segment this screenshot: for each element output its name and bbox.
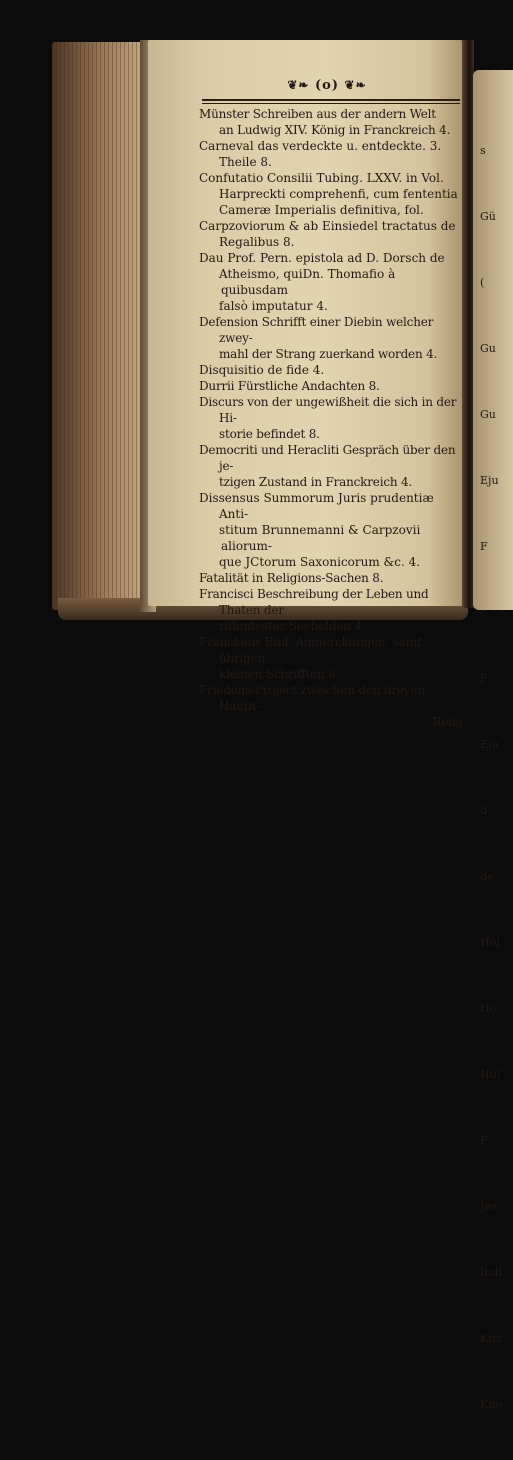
fragment: F — [480, 1134, 488, 1147]
entry-line: Disquisitio de fide 4. — [199, 363, 325, 377]
fragment: Ho — [480, 1002, 497, 1015]
catalog-entries — [199, 106, 463, 730]
fragment: ( — [480, 276, 485, 289]
entry-line: falsò imputatur 4. — [219, 299, 328, 313]
fragment: Gu — [480, 342, 496, 355]
catalog-entry — [199, 682, 463, 730]
entry-line: Fatalität in Religions-Sachen 8. — [199, 571, 384, 585]
catalog-entry — [199, 362, 463, 378]
entry-line: tzigen Zustand in Franckreich 4. — [219, 475, 413, 489]
entry-line: Regalibus 8. — [219, 235, 295, 249]
fragment: d — [480, 804, 488, 817]
entry-line: Francisci Beschreibung der Leben und Thaten der — [199, 587, 429, 617]
entry-line: an Ludwig XIV. König in Franckreich 4. — [219, 123, 451, 137]
catalog-entry — [199, 586, 463, 634]
fragment: F — [480, 672, 488, 685]
catalog-entry — [199, 138, 463, 170]
fragment: Gü — [480, 210, 496, 223]
catalog-entry — [199, 106, 463, 138]
catalog-entry — [199, 378, 463, 394]
entry-line: Democriti und Heracliti Gespräch über den je- — [199, 443, 456, 473]
entry-line: Dau Prof. Pern. epistola ad D. Dorsch de — [199, 251, 445, 265]
fragment: Hol — [480, 936, 500, 949]
fragment: Eju — [480, 738, 499, 751]
entry-line: Discurs von der ungewißheit die sich in der Hi- — [199, 395, 457, 425]
catalog-entry — [199, 250, 463, 314]
header-rule — [202, 99, 460, 101]
ornament-right-icon: ❦❧ — [344, 78, 367, 92]
entry-line: mahl der Strang zuerkand worden 4. — [219, 347, 438, 361]
entry-line: que JCtorum Saxonicorum &c. 4. — [219, 555, 421, 569]
entry-line: Cameræ Imperialis definitiva, fol. — [219, 203, 424, 217]
entry-line: rühmtester Seehelden 4. — [219, 619, 366, 633]
fragment: Jea — [480, 1200, 498, 1213]
fragment: s — [480, 144, 486, 157]
entry-line: Carpzoviorum & ab Einsiedel tractatus de — [199, 219, 456, 233]
ornament-left-icon: ❦❧ — [287, 78, 310, 92]
entry-line: Relig — [432, 715, 463, 729]
fragment: Hul — [480, 1068, 501, 1081]
catalog-entry — [199, 634, 463, 682]
entry-line: Confutatio Consilii Tubing. LXXV. in Vol. — [199, 171, 444, 185]
entry-line: Defension Schrifft einer Diebin welcher zwey- — [199, 315, 434, 345]
fragment: Kirc — [480, 1332, 504, 1345]
fragment: F — [480, 540, 488, 553]
catalog-entry — [199, 490, 463, 570]
page-header — [196, 78, 458, 100]
fragment: Gu — [480, 408, 496, 421]
fragment: c — [480, 606, 487, 619]
entry-line: Atheismo, quiDn. Thomafio à quibusdam — [219, 267, 396, 297]
catalog-entry — [199, 442, 463, 490]
entry-line: stitum Brunnemanni & Carpzovii aliorum- — [219, 523, 421, 553]
entry-line: Franckens Bibl. Anmerckungen, samt übrigen — [199, 635, 422, 665]
page-number: (o) — [315, 78, 339, 93]
right-page-fragments — [480, 96, 510, 1460]
fragment: Eju — [480, 474, 499, 487]
catalog-entry — [199, 170, 463, 218]
entry-line: storie befindet 8. — [219, 427, 320, 441]
entry-line: Durrii Fürstliche Andachten 8. — [199, 379, 380, 393]
entry-line: kleinen Schrifften 8. — [219, 667, 340, 681]
entry-line: Carneval das verdeckte u. entdeckte. 3. Theile 8. — [199, 139, 442, 169]
entry-line: Dissensus Summorum Juris prudentiæ Anti- — [199, 491, 434, 521]
entry-line: Münster Schreiben aus der andern Welt — [199, 107, 436, 121]
entry-line: Friedens-Project zwischen den dreyen Haupt- — [199, 683, 425, 713]
header-rule-thin — [202, 103, 460, 104]
page-content — [196, 78, 464, 729]
fragment: Indi — [480, 1266, 502, 1279]
page-block-edge — [52, 42, 147, 610]
fragment: de — [480, 870, 494, 883]
catalog-entry — [199, 394, 463, 442]
fragment: Kno — [480, 1398, 502, 1411]
catalog-entry — [199, 218, 463, 250]
catalog-entry — [199, 570, 463, 586]
catalog-entry — [199, 314, 463, 362]
entry-line: Harpreckti comprehenfi, cum fententia — [219, 187, 458, 201]
